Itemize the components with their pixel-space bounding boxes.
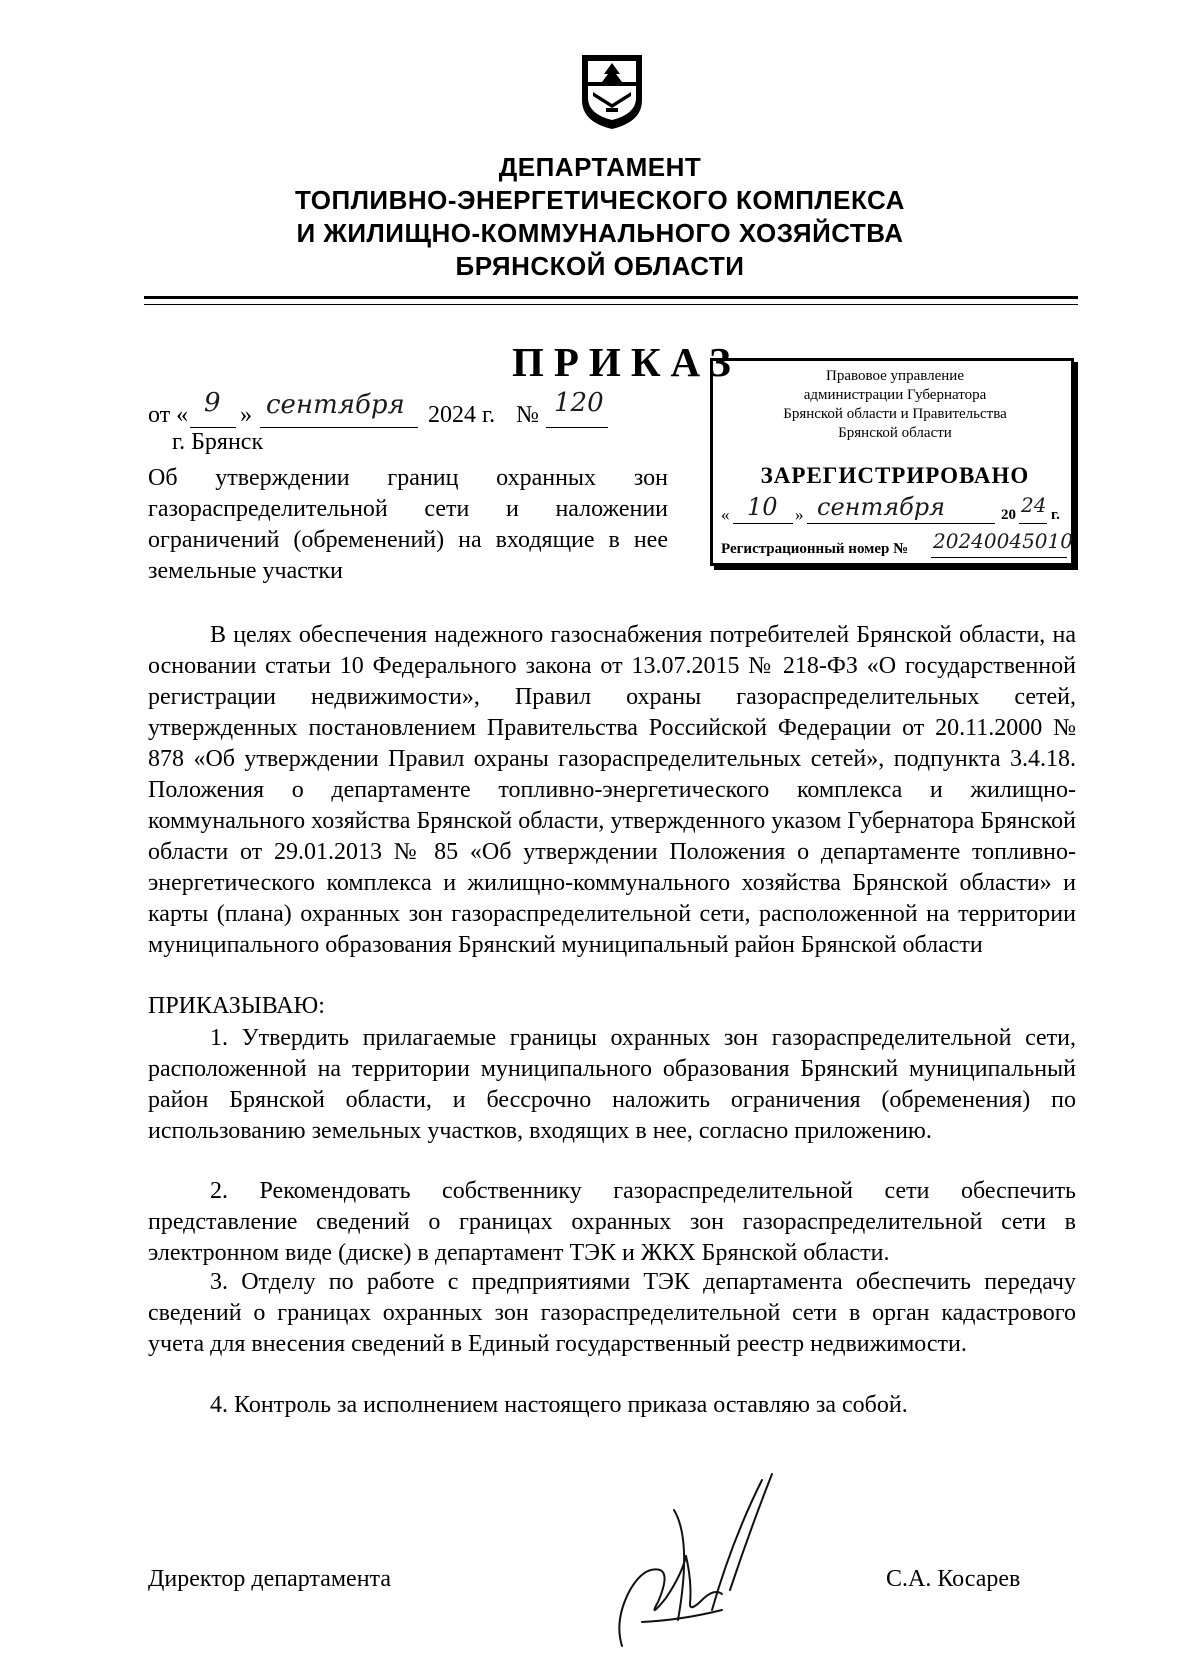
registration-stamp xyxy=(710,358,1074,566)
order-day: 9 xyxy=(204,388,221,418)
stamp-date-line xyxy=(721,493,1071,529)
header-line-1: ДЕПАРТАМЕНТ xyxy=(498,152,702,182)
stamp-year-prefix: 20 xyxy=(1001,507,1016,523)
stamp-quote-close: » xyxy=(795,505,804,524)
stamp-line-4: Брянской области xyxy=(838,425,952,441)
item-1: 1. Утвердить прилагаемые границы охранных зон газораспределительной сети, расположенной на территории муниципального образования Брянский муниципальный район Брянской области, и бессрочно наложить ограничения (обременения) по использованию земельных участков, входящих в нее, согласно приложению. xyxy=(148,1025,1076,1144)
stamp-registered: ЗАРЕГИСТРИРОВАНО xyxy=(760,463,1030,488)
header-line-2: ТОПЛИВНО-ЭНЕРГЕТИЧЕСКОГО КОМПЛЕКСА xyxy=(295,185,905,215)
stamp-year-underline xyxy=(1019,523,1047,524)
stamp-day-underline xyxy=(733,523,793,524)
stamp-month: сентября xyxy=(817,493,946,521)
stamp-reg-label: Регистрационный номер № xyxy=(721,541,909,557)
number-underline xyxy=(546,427,608,428)
item-3: 3. Отделу по работе с предприятиями ТЭК департамента обеспечить передачу сведений о границах охранных зон газораспределительной сети в орган кадастрового учета для внесения сведений в Единый государственный реестр недвижимости. xyxy=(148,1269,1076,1357)
item-2: 2. Рекомендовать собственнику газораспределительной сети обеспечить представление сведений о границах охранных зон газораспределительной сети в электронном виде (диске) в департамент ТЭК и ЖКХ Брянской области. xyxy=(148,1178,1076,1266)
signoff-position: Директор департамента xyxy=(148,1566,391,1592)
signoff-name: С.А. Косарев xyxy=(886,1566,1021,1592)
header-line-3: И ЖИЛИЩНО-КОММУНАЛЬНОГО ХОЗЯЙСТВА xyxy=(296,218,904,248)
stamp-day: 10 xyxy=(747,493,778,521)
item-4: 4. Контроль за исполнением настоящего приказа оставляю за собой. xyxy=(210,1392,908,1418)
date-prefix: от « xyxy=(148,402,189,428)
stamp-line-3: Брянской области и Правительства xyxy=(783,406,1007,422)
stamp-line-2: администрации Губернатора xyxy=(803,387,987,403)
order-subject: Об утверждении границ охранных зон газораспределительной сети и наложении ограничений (обременений) на входящие в нее земельные участки xyxy=(148,465,668,584)
command-word: ПРИКАЗЫВАЮ: xyxy=(148,993,325,1019)
stamp-year-suffix: 24 xyxy=(1021,493,1047,517)
stamp-line-1: Правовое управление xyxy=(826,368,964,384)
coat-of-arms-emblem xyxy=(579,52,645,132)
order-number-label: № xyxy=(516,402,539,428)
order-city: г. Брянск xyxy=(172,429,264,455)
header-rule-thick xyxy=(144,296,1078,299)
stamp-quote-open: « xyxy=(721,505,730,524)
stamp-reg-line xyxy=(721,529,1073,563)
date-mid: » xyxy=(240,402,252,428)
order-year: 2024 г. xyxy=(428,402,496,428)
stamp-month-underline xyxy=(807,523,995,524)
header-line-4: БРЯНСКОЙ ОБЛАСТИ xyxy=(455,251,745,281)
month-underline xyxy=(260,427,418,428)
stamp-reg-underline xyxy=(931,557,1067,558)
stamp-reg-number: 20240045010 xyxy=(933,529,1073,553)
header-rule-thin xyxy=(144,304,1078,305)
order-title: ПРИКАЗ xyxy=(512,339,741,385)
stamp-year-end: г. xyxy=(1051,507,1060,523)
order-month: сентября xyxy=(266,390,405,420)
order-number: 120 xyxy=(554,388,604,418)
handwritten-signature xyxy=(612,1470,812,1650)
preamble-paragraph: В целях обеспечения надежного газоснабжения потребителей Брянской области, на основании статьи 10 Федерального закона от 13.07.2015 № 218-ФЗ «О государственной регистрации недвижимости», Правил охраны газораспределительных сетей, утвержденных постановлением Правительства Российской Федерации от 20.11.2000 № 878 «Об утверждении Правил охраны газораспределительных сетей», подпункта 3.4.18. Положения о департаменте топливно-энергетического комплекса и жилищно-коммунального хозяйства Брянской области, утвержденного указом Губернатора Брянской области от 29.01.2013 № 85 «Об утверждении Положения о департаменте топливно-энергетического комплекса и жилищно-коммунального хозяйства Брянской области» и карты (плана) охранных зон газораспределительной сети, расположенной на территории муниципального образования Брянский муниципальный район Брянской области xyxy=(148,622,1076,958)
